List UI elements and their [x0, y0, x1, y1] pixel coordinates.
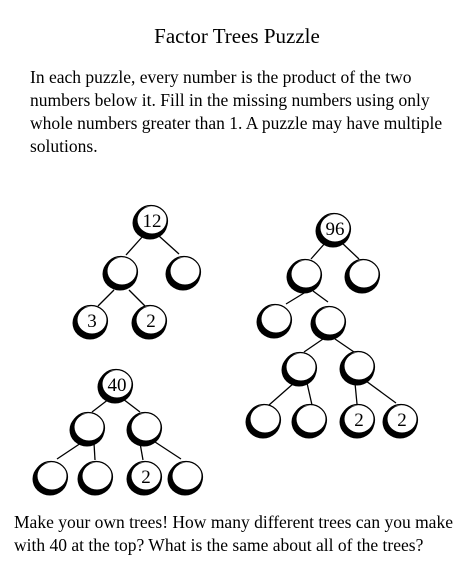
tree-96-leaf-1-node-circle: [251, 406, 280, 433]
tree-96-leaf-1-node: [246, 405, 281, 439]
tree-96-leaf-2-node-circle: [297, 406, 326, 433]
instructions-text: In each puzzle, every number is the product of the two numbers below it. Fill in the missing numbers using only whole numbers greater than 1. A puzzle may have multiple solutions.: [30, 67, 443, 156]
tree-40-leaf-3-node: [127, 462, 162, 496]
tree-96-level1-right-node: [345, 260, 380, 294]
tree-96-level1-right-node-circle: [350, 261, 379, 288]
tree-40-leaf-3-value: 2: [141, 467, 151, 488]
tree-12-right-child-node-circle: [171, 258, 200, 285]
tree-96-leaf-3-node: [340, 405, 375, 439]
tree-12-left-child-node-circle: [108, 258, 137, 285]
tree-96-level3-left-node-circle: [287, 354, 316, 381]
tree-96-leaf-2-node: [292, 405, 327, 439]
tree-40-left-child-node-circle: [75, 414, 104, 441]
page-title: Factor Trees Puzzle: [154, 24, 320, 48]
tree-12-leaf-3-value: 3: [87, 311, 97, 332]
tree-96-top-node: [316, 214, 351, 248]
tree-12-top-value: 12: [142, 211, 162, 232]
tree-40-top-node: [98, 370, 133, 404]
tree-96-leaf-3-value: 2: [354, 410, 364, 431]
tree-12-leaf-2-node: [132, 306, 167, 340]
tree-12-top-node: [133, 206, 168, 240]
tree-40-left-child-node: [70, 413, 105, 447]
tree-96-top-value: 96: [325, 219, 345, 240]
tree-96-level3-right-node-circle: [345, 353, 374, 380]
tree-96-level1-left-node: [287, 260, 322, 294]
tree-40-leaf-2-node: [78, 462, 113, 496]
tree-40-leaf-1-node-circle: [38, 463, 67, 490]
tree-40-top-value: 40: [107, 375, 127, 396]
tree-96-level2-left-node: [257, 305, 292, 339]
tree-40-leaf-1-node: [33, 462, 68, 496]
tree-96-level3-right-node: [340, 352, 375, 386]
tree-40-leaf-4-node: [168, 462, 203, 496]
tree-96-level3-left-node: [282, 353, 317, 387]
tree-96-level2-left-node-circle: [262, 306, 291, 333]
tree-96-level2-right-node-circle: [316, 308, 345, 335]
tree-96-level2-right-node: [311, 307, 346, 341]
tree-96-leaf-4-node: [383, 405, 418, 439]
tree-40-leaf-4-node-circle: [173, 463, 202, 490]
tree-40-right-child-node-circle: [132, 414, 161, 441]
tree-96-leaf-4-value: 2: [397, 410, 407, 431]
tree-12-left-child-node: [103, 257, 138, 291]
tree-12-leaf-2-value: 2: [146, 311, 156, 332]
footer-text: Make your own trees! How many different trees can you make with 40 at the top? What is the same about all of the trees?: [14, 512, 453, 555]
tree-40-right-child-node: [127, 413, 162, 447]
tree-96-level1-left-node-circle: [292, 261, 321, 288]
tree-12-right-child-node: [166, 257, 201, 291]
tree-12-leaf-3-node: [73, 306, 108, 340]
tree-40-leaf-2-node-circle: [83, 463, 112, 490]
